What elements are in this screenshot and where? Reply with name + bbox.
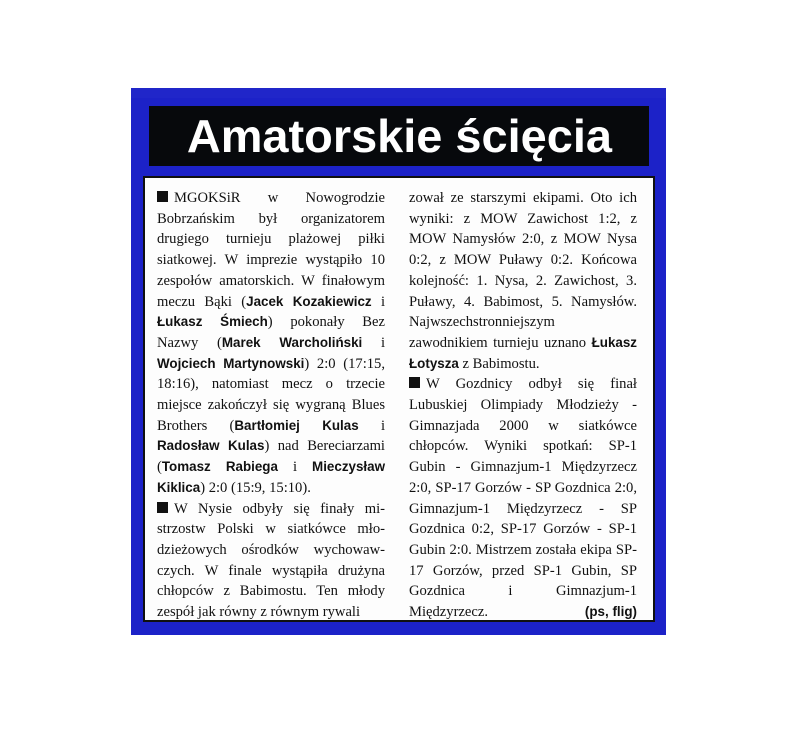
column-right [409, 188, 637, 623]
author-signature: (ps, flig) [584, 604, 637, 620]
text: i [277, 459, 313, 476]
player-name: Jacek Kozakiewicz [246, 293, 372, 309]
frame-top-band [131, 88, 666, 98]
article-clipping [131, 88, 666, 635]
player-name: Marek Warcholiński [221, 334, 363, 350]
text: zował ze starszymi ekipami. Oto ich wyniki: z MOW Zawichost 1:2, z MOW Namysłów 2:0, z MOW Nysa 0:2, z MOW Puławy 0:2. Końcowa kolejność: 1. Nysa, 2. Zawichost, 3. Puławy, 4. Babimost, 5. Namysłów. Najwszechstronniejszym zawodnikiem turnieju uznano [409, 190, 637, 351]
bullet-square-icon [157, 191, 168, 202]
text: ) 2:0 (15:9, 15:10). [200, 479, 311, 496]
text: MGOKSiR w Nowogrodzie Bobrzańskim był organizatorem drugiego turnieju plażowej piłki siatkowej. W imprezie wystąpiło 10 zespołów amatorskich. W finałowym meczu Bąki ( [157, 190, 385, 310]
text: W Gozdnicy odbył się finał Lubuskiej Olimpiady Młodzieży - Gimnazjada 2000 w siatkówce chłopców. Wyniki spotkań: SP-1 Gubin - Gimnazjum-1 Międzyrzecz 2:0, SP-17 Gorzów - SP Gozdnica 2:0, Gimnazjum-1 Międzyrzecz - SP Gozdnica 0:2, SP-17 Gorzów - SP-1 Gubin 2:0. Mistrzem została ekipa SP-17 Gorzów, przed SP-1 Gubin, SP Gozdnica i Gimnazjum-1 Międzyrzecz. [409, 376, 637, 621]
player-name: Tomasz Rabiega [161, 459, 278, 475]
player-name: Łukasz Śmiech [157, 314, 268, 330]
headline: Amatorskie ścięcia [186, 110, 612, 162]
headline-bar [149, 106, 649, 166]
player-name: Wojciech Martynowski [157, 355, 305, 371]
bullet-square-icon [157, 502, 168, 513]
text: W Nysie odbyły się finały mistrzostw Polski w siatkówce młodzieżowych ośrodków wychowawczych. W finale wystąpiła drużyna chłopców z Babimostu. Ten młody zespół jak równy z równym rywali [157, 500, 385, 621]
text: i [362, 334, 385, 351]
text: i [358, 417, 386, 434]
text: ) nad Bereciarzami ( [157, 438, 385, 476]
paragraph-3 [409, 374, 637, 622]
column-left [157, 188, 385, 623]
text: z Babimostu. [458, 355, 540, 372]
player-name: Bartłomiej Kulas [234, 417, 359, 433]
player-name: Radosław Kulas [157, 438, 265, 454]
paragraph-2-continued [409, 188, 637, 374]
text: i [371, 293, 386, 310]
player-name: Łukasz Łotysza [409, 334, 637, 371]
paragraph-1 [157, 188, 385, 499]
text: ) 2:0 (17:15, 18:16), natomiast mecz o trzecie miejsce zakończył się wygraną Blues Brothers ( [157, 355, 385, 434]
text: ) pokonały Bez Nazwy ( [157, 314, 385, 351]
player-name: Mieczysław Kiklica [157, 459, 385, 495]
paragraph-2 [157, 499, 385, 623]
article-body [143, 176, 655, 622]
bullet-square-icon [409, 377, 420, 388]
